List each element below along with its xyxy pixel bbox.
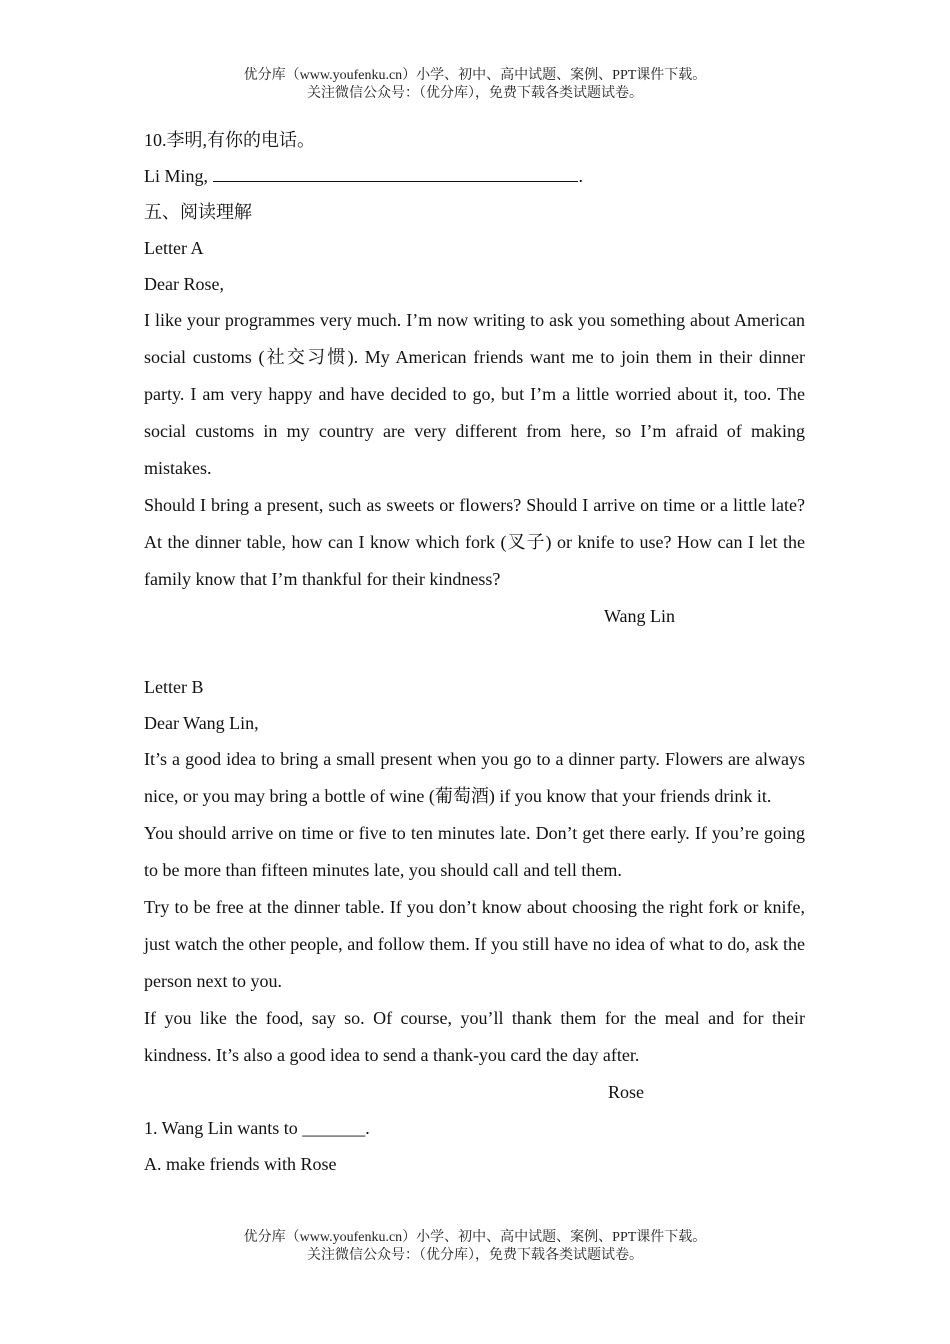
- letter-a-title: Letter A: [144, 238, 204, 258]
- letter-b-title: Letter B: [144, 677, 204, 697]
- section-title: 五、阅读理解: [144, 202, 252, 222]
- letter-b-paragraph-1: It’s a good idea to bring a small present when you go to a dinner party. Flowers are always nice, or you may bring a bottle of wine (葡萄酒) if you know that your friends drink it.: [144, 749, 805, 806]
- letter-b-paragraph-2: You should arrive on time or five to ten minutes late. Don’t get there early. If you’re going to be more than fifteen minutes late, you should call and tell them.: [144, 823, 805, 880]
- answer-suffix: .: [578, 166, 584, 186]
- letter-b-signature: Rose: [608, 1082, 644, 1102]
- header-line-2: 关注微信公众号：（优分库），免费下载各类试题试卷。: [307, 86, 643, 101]
- header-line-1: 优分库（www.youfenku.cn）小学、初中、高中试题、案例、PPT课件下载。: [243, 68, 707, 83]
- document-body: [144, 122, 805, 1182]
- letter-a-paragraph-2: Should I bring a present, such as sweets or flowers? Should I arrive on time or a little late? At the dinner table, how can I know which fork (叉子) or knife to use? How can I let the family know that I’m thankful for their kindness?: [144, 495, 805, 589]
- letter-b-paragraph-4: If you like the food, say so. Of course, you’ll thank them for the meal and for their kindness. It’s also a good idea to send a thank-you card the day after.: [144, 1008, 805, 1065]
- letter-a-paragraph-1: I like your programmes very much. I’m now writing to ask you something about American social customs (社交习惯). My American friends want me to join them in their dinner party. I am very happy and have decided to go, but I’m a little worried about it, too. The social customs in my country are very different from here, so I’m afraid of making mistakes.: [144, 310, 805, 478]
- letter-b-greeting: Dear Wang Lin,: [144, 713, 259, 733]
- answer-prefix: Li Ming,: [144, 166, 213, 186]
- translation-answer-line-10: [144, 158, 805, 194]
- letter-b-paragraph-3: Try to be free at the dinner table. If you don’t know about choosing the right fork or knife, just watch the other people, and follow them. If you still have no idea of what to do, ask the person next to you.: [144, 897, 805, 991]
- letter-a-signature: Wang Lin: [604, 606, 676, 626]
- question-1-option-a[interactable]: A. make friends with Rose: [144, 1154, 337, 1174]
- question-1-stem: 1. Wang Lin wants to _______.: [144, 1118, 370, 1138]
- translation-prompt-10: 10.李明,有你的电话。: [144, 130, 315, 150]
- footer-line-1: 优分库（www.youfenku.cn）小学、初中、高中试题、案例、PPT课件下载。: [243, 1230, 707, 1245]
- page-header: [0, 67, 950, 103]
- spacer: [144, 634, 805, 669]
- letter-a-greeting: Dear Rose,: [144, 274, 224, 294]
- page-footer: [0, 1229, 950, 1265]
- footer-line-2: 关注微信公众号：（优分库），免费下载各类试题试卷。: [307, 1248, 643, 1263]
- answer-blank[interactable]: [213, 163, 578, 182]
